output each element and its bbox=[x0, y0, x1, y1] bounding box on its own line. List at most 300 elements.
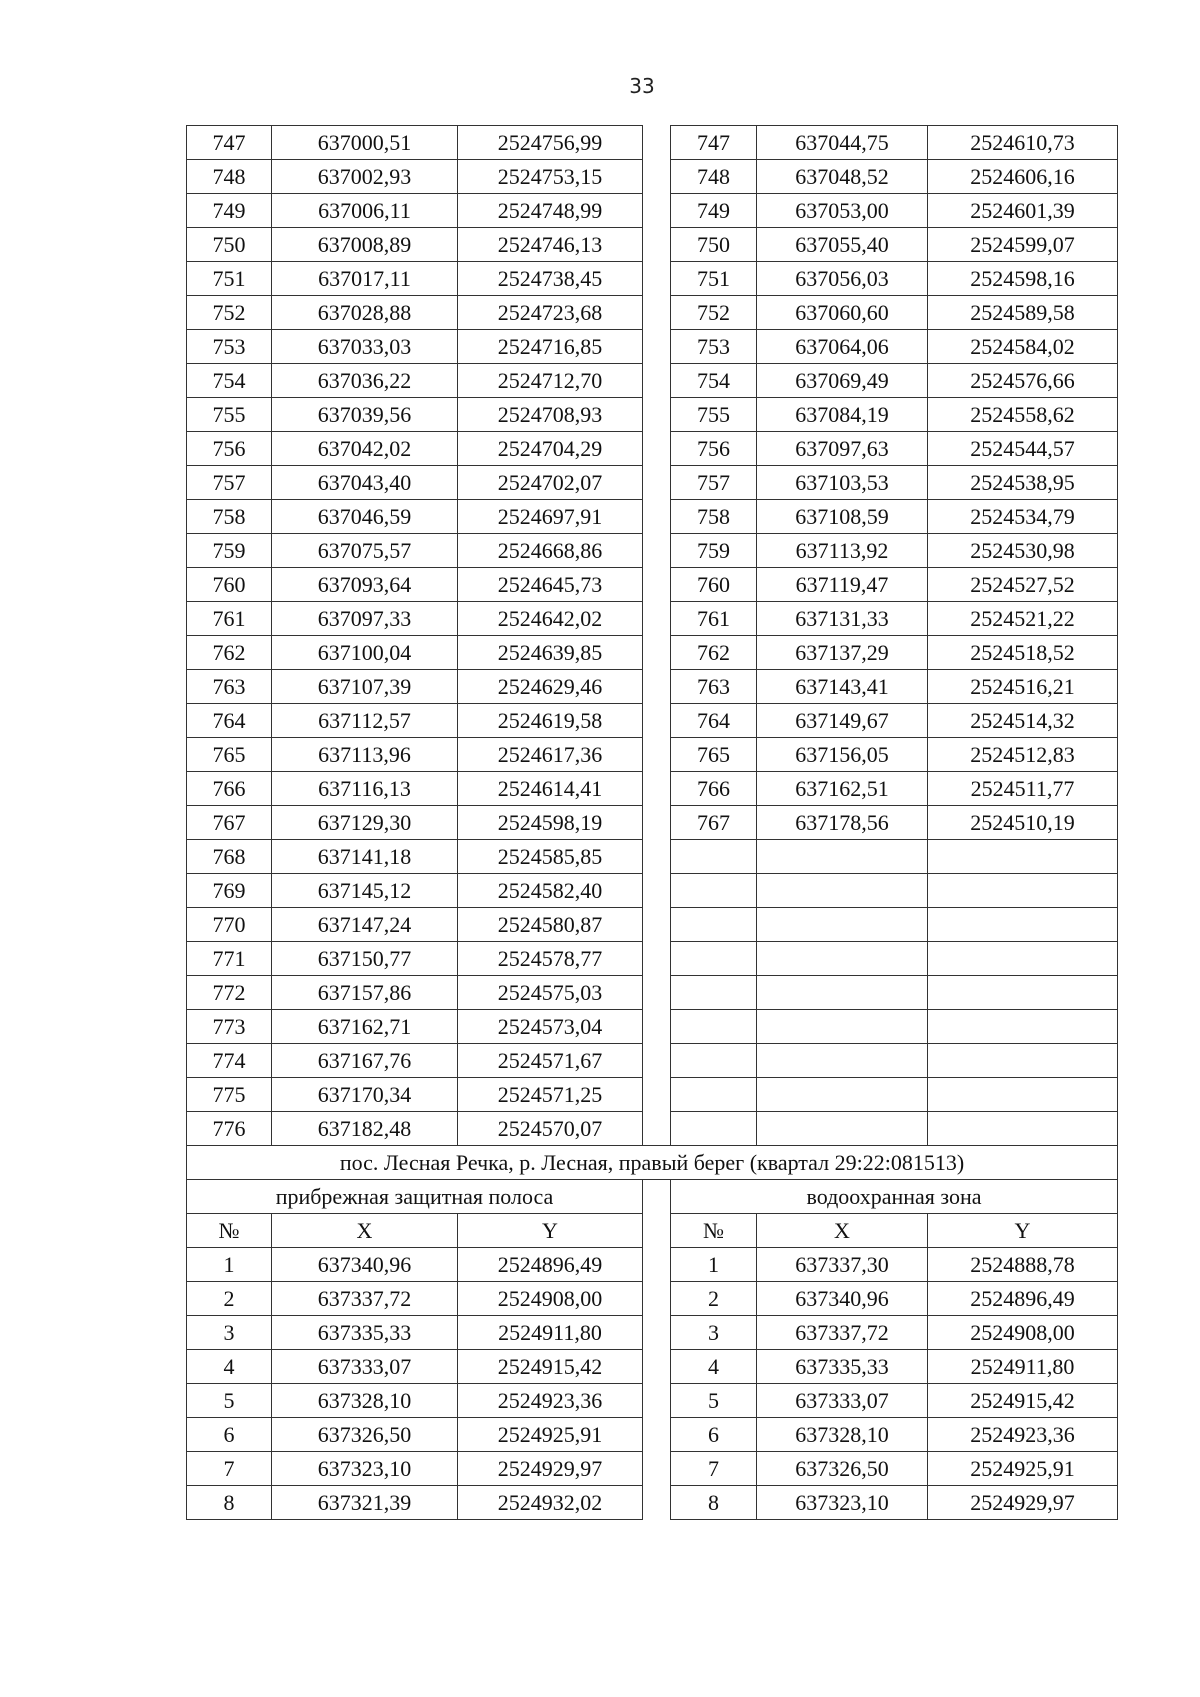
left-x-coordinate-cell: 637107,39 bbox=[272, 670, 458, 704]
column-gap bbox=[643, 840, 671, 874]
left-x-coordinate-cell: 637333,07 bbox=[272, 1350, 458, 1384]
right-point-number-cell: 2 bbox=[671, 1282, 757, 1316]
right-point-number-cell: 1 bbox=[671, 1248, 757, 1282]
right-x-coordinate-cell bbox=[757, 1044, 928, 1078]
table-row bbox=[187, 1452, 1118, 1486]
left-point-number-cell: 766 bbox=[187, 772, 272, 806]
column-gap bbox=[643, 1214, 671, 1248]
table-row bbox=[187, 1316, 1118, 1350]
left-point-number-cell: 768 bbox=[187, 840, 272, 874]
table-row bbox=[187, 466, 1118, 500]
right-x-coordinate-cell: 637335,33 bbox=[757, 1350, 928, 1384]
table-row bbox=[187, 1486, 1118, 1520]
table-row bbox=[187, 1384, 1118, 1418]
left-point-number-cell: 749 bbox=[187, 194, 272, 228]
right-y-header: Y bbox=[928, 1214, 1118, 1248]
right-y-coordinate-cell: 2524929,97 bbox=[928, 1486, 1118, 1520]
right-y-coordinate-cell: 2524908,00 bbox=[928, 1316, 1118, 1350]
left-point-number-cell: 754 bbox=[187, 364, 272, 398]
column-gap bbox=[643, 1384, 671, 1418]
column-gap bbox=[643, 432, 671, 466]
right-x-coordinate-cell: 637340,96 bbox=[757, 1282, 928, 1316]
right-y-coordinate-cell: 2524521,22 bbox=[928, 602, 1118, 636]
right-x-coordinate-cell: 637178,56 bbox=[757, 806, 928, 840]
left-point-number-cell: 755 bbox=[187, 398, 272, 432]
right-point-number-cell: 766 bbox=[671, 772, 757, 806]
left-point-number-cell: 4 bbox=[187, 1350, 272, 1384]
left-y-coordinate-cell: 2524716,85 bbox=[458, 330, 643, 364]
left-point-number-cell: 772 bbox=[187, 976, 272, 1010]
left-point-number-cell: 771 bbox=[187, 942, 272, 976]
right-x-coordinate-cell: 637056,03 bbox=[757, 262, 928, 296]
left-y-header: Y bbox=[458, 1214, 643, 1248]
right-point-number-cell bbox=[671, 908, 757, 942]
left-y-coordinate-cell: 2524911,80 bbox=[458, 1316, 643, 1350]
left-num-header: № bbox=[187, 1214, 272, 1248]
table-row bbox=[187, 534, 1118, 568]
left-y-coordinate-cell: 2524645,73 bbox=[458, 568, 643, 602]
right-x-coordinate-cell: 637084,19 bbox=[757, 398, 928, 432]
column-gap bbox=[643, 568, 671, 602]
right-y-coordinate-cell: 2524538,95 bbox=[928, 466, 1118, 500]
right-y-coordinate-cell: 2524888,78 bbox=[928, 1248, 1118, 1282]
left-x-coordinate-cell: 637033,03 bbox=[272, 330, 458, 364]
table-row bbox=[187, 500, 1118, 534]
right-x-coordinate-cell: 637162,51 bbox=[757, 772, 928, 806]
right-x-coordinate-cell bbox=[757, 942, 928, 976]
right-x-header: X bbox=[757, 1214, 928, 1248]
right-y-coordinate-cell: 2524576,66 bbox=[928, 364, 1118, 398]
left-x-coordinate-cell: 637170,34 bbox=[272, 1078, 458, 1112]
left-y-coordinate-cell: 2524585,85 bbox=[458, 840, 643, 874]
left-x-coordinate-cell: 637337,72 bbox=[272, 1282, 458, 1316]
right-x-coordinate-cell: 637328,10 bbox=[757, 1418, 928, 1452]
column-gap bbox=[643, 874, 671, 908]
column-gap bbox=[643, 1350, 671, 1384]
table-row bbox=[187, 262, 1118, 296]
left-x-coordinate-cell: 637157,86 bbox=[272, 976, 458, 1010]
left-x-coordinate-cell: 637093,64 bbox=[272, 568, 458, 602]
section-header bbox=[187, 1146, 1118, 1248]
left-y-coordinate-cell: 2524629,46 bbox=[458, 670, 643, 704]
coordinates-table bbox=[186, 125, 1118, 1520]
left-x-coordinate-cell: 637182,48 bbox=[272, 1112, 458, 1146]
left-y-coordinate-cell: 2524753,15 bbox=[458, 160, 643, 194]
column-gap bbox=[643, 942, 671, 976]
right-point-number-cell: 7 bbox=[671, 1452, 757, 1486]
table-row bbox=[187, 840, 1118, 874]
table-row bbox=[187, 398, 1118, 432]
right-y-coordinate-cell bbox=[928, 976, 1118, 1010]
right-y-coordinate-cell bbox=[928, 1078, 1118, 1112]
left-x-coordinate-cell: 637162,71 bbox=[272, 1010, 458, 1044]
left-x-coordinate-cell: 637113,96 bbox=[272, 738, 458, 772]
left-y-coordinate-cell: 2524697,91 bbox=[458, 500, 643, 534]
left-point-number-cell: 756 bbox=[187, 432, 272, 466]
right-y-coordinate-cell: 2524598,16 bbox=[928, 262, 1118, 296]
table-row bbox=[187, 126, 1118, 160]
left-point-number-cell: 2 bbox=[187, 1282, 272, 1316]
left-x-coordinate-cell: 637129,30 bbox=[272, 806, 458, 840]
right-num-header: № bbox=[671, 1214, 757, 1248]
column-gap bbox=[643, 704, 671, 738]
table-row bbox=[187, 160, 1118, 194]
right-y-coordinate-cell bbox=[928, 1112, 1118, 1146]
left-point-number-cell: 760 bbox=[187, 568, 272, 602]
column-gap bbox=[643, 1010, 671, 1044]
left-x-coordinate-cell: 637000,51 bbox=[272, 126, 458, 160]
left-point-number-cell: 765 bbox=[187, 738, 272, 772]
table-row bbox=[187, 942, 1118, 976]
right-y-coordinate-cell bbox=[928, 1044, 1118, 1078]
left-y-coordinate-cell: 2524748,99 bbox=[458, 194, 643, 228]
right-point-number-cell: 755 bbox=[671, 398, 757, 432]
table-row bbox=[187, 1044, 1118, 1078]
right-x-coordinate-cell: 637053,00 bbox=[757, 194, 928, 228]
right-y-coordinate-cell: 2524601,39 bbox=[928, 194, 1118, 228]
left-y-coordinate-cell: 2524573,04 bbox=[458, 1010, 643, 1044]
table-row bbox=[187, 772, 1118, 806]
column-gap bbox=[643, 160, 671, 194]
left-x-header: X bbox=[272, 1214, 458, 1248]
left-x-coordinate-cell: 637145,12 bbox=[272, 874, 458, 908]
right-x-coordinate-cell: 637149,67 bbox=[757, 704, 928, 738]
upper-rows bbox=[187, 126, 1118, 1146]
column-gap bbox=[643, 976, 671, 1010]
left-x-coordinate-cell: 637167,76 bbox=[272, 1044, 458, 1078]
right-x-coordinate-cell: 637069,49 bbox=[757, 364, 928, 398]
right-x-coordinate-cell: 637337,30 bbox=[757, 1248, 928, 1282]
left-point-number-cell: 761 bbox=[187, 602, 272, 636]
column-gap bbox=[643, 500, 671, 534]
left-y-coordinate-cell: 2524925,91 bbox=[458, 1418, 643, 1452]
column-gap bbox=[643, 194, 671, 228]
left-point-number-cell: 6 bbox=[187, 1418, 272, 1452]
left-y-coordinate-cell: 2524896,49 bbox=[458, 1248, 643, 1282]
left-y-coordinate-cell: 2524908,00 bbox=[458, 1282, 643, 1316]
left-x-coordinate-cell: 637006,11 bbox=[272, 194, 458, 228]
column-gap bbox=[643, 398, 671, 432]
right-x-coordinate-cell: 637048,52 bbox=[757, 160, 928, 194]
column-gap bbox=[643, 1316, 671, 1350]
left-x-coordinate-cell: 637323,10 bbox=[272, 1452, 458, 1486]
table-row bbox=[187, 670, 1118, 704]
right-point-number-cell: 760 bbox=[671, 568, 757, 602]
left-x-coordinate-cell: 637097,33 bbox=[272, 602, 458, 636]
right-y-coordinate-cell: 2524510,19 bbox=[928, 806, 1118, 840]
right-x-coordinate-cell: 637055,40 bbox=[757, 228, 928, 262]
right-point-number-cell: 4 bbox=[671, 1350, 757, 1384]
left-point-number-cell: 753 bbox=[187, 330, 272, 364]
left-x-coordinate-cell: 637147,24 bbox=[272, 908, 458, 942]
right-x-coordinate-cell bbox=[757, 1112, 928, 1146]
right-point-number-cell: 767 bbox=[671, 806, 757, 840]
left-point-number-cell: 751 bbox=[187, 262, 272, 296]
right-point-number-cell bbox=[671, 1010, 757, 1044]
left-y-coordinate-cell: 2524704,29 bbox=[458, 432, 643, 466]
table-row bbox=[187, 1282, 1118, 1316]
left-y-coordinate-cell: 2524668,86 bbox=[458, 534, 643, 568]
table-row bbox=[187, 194, 1118, 228]
right-point-number-cell: 753 bbox=[671, 330, 757, 364]
left-y-coordinate-cell: 2524619,58 bbox=[458, 704, 643, 738]
left-point-number-cell: 8 bbox=[187, 1486, 272, 1520]
left-y-coordinate-cell: 2524923,36 bbox=[458, 1384, 643, 1418]
left-x-coordinate-cell: 637002,93 bbox=[272, 160, 458, 194]
left-point-number-cell: 767 bbox=[187, 806, 272, 840]
right-point-number-cell bbox=[671, 840, 757, 874]
left-point-number-cell: 757 bbox=[187, 466, 272, 500]
left-y-coordinate-cell: 2524614,41 bbox=[458, 772, 643, 806]
column-gap bbox=[643, 296, 671, 330]
column-gap bbox=[643, 262, 671, 296]
left-y-coordinate-cell: 2524746,13 bbox=[458, 228, 643, 262]
table-row bbox=[187, 330, 1118, 364]
column-gap bbox=[643, 1112, 671, 1146]
table-row bbox=[187, 806, 1118, 840]
left-x-coordinate-cell: 637150,77 bbox=[272, 942, 458, 976]
table-row bbox=[187, 364, 1118, 398]
column-gap bbox=[643, 1044, 671, 1078]
right-y-coordinate-cell: 2524516,21 bbox=[928, 670, 1118, 704]
lower-rows bbox=[187, 1248, 1118, 1520]
left-point-number-cell: 770 bbox=[187, 908, 272, 942]
left-y-coordinate-cell: 2524712,70 bbox=[458, 364, 643, 398]
table-row bbox=[187, 296, 1118, 330]
left-x-coordinate-cell: 637028,88 bbox=[272, 296, 458, 330]
table-row bbox=[187, 738, 1118, 772]
right-y-coordinate-cell bbox=[928, 908, 1118, 942]
left-x-coordinate-cell: 637326,50 bbox=[272, 1418, 458, 1452]
left-y-coordinate-cell: 2524639,85 bbox=[458, 636, 643, 670]
right-point-number-cell: 8 bbox=[671, 1486, 757, 1520]
right-y-coordinate-cell: 2524527,52 bbox=[928, 568, 1118, 602]
left-point-number-cell: 758 bbox=[187, 500, 272, 534]
right-y-coordinate-cell: 2524512,83 bbox=[928, 738, 1118, 772]
right-y-coordinate-cell: 2524925,91 bbox=[928, 1452, 1118, 1486]
left-point-number-cell: 776 bbox=[187, 1112, 272, 1146]
right-point-number-cell: 3 bbox=[671, 1316, 757, 1350]
left-y-coordinate-cell: 2524723,68 bbox=[458, 296, 643, 330]
right-x-coordinate-cell: 637156,05 bbox=[757, 738, 928, 772]
right-point-number-cell: 762 bbox=[671, 636, 757, 670]
left-y-coordinate-cell: 2524578,77 bbox=[458, 942, 643, 976]
table-row bbox=[187, 976, 1118, 1010]
column-gap bbox=[643, 466, 671, 500]
left-x-coordinate-cell: 637328,10 bbox=[272, 1384, 458, 1418]
right-y-coordinate-cell: 2524896,49 bbox=[928, 1282, 1118, 1316]
left-y-coordinate-cell: 2524617,36 bbox=[458, 738, 643, 772]
right-y-coordinate-cell: 2524584,02 bbox=[928, 330, 1118, 364]
right-point-number-cell bbox=[671, 1044, 757, 1078]
table-row bbox=[187, 1078, 1118, 1112]
section-title: пос. Лесная Речка, р. Лесная, правый берег (квартал 29:22:081513) bbox=[187, 1146, 1118, 1180]
right-point-number-cell bbox=[671, 942, 757, 976]
column-gap bbox=[643, 1078, 671, 1112]
right-x-coordinate-cell: 637131,33 bbox=[757, 602, 928, 636]
column-gap bbox=[643, 636, 671, 670]
left-point-number-cell: 748 bbox=[187, 160, 272, 194]
left-y-coordinate-cell: 2524932,02 bbox=[458, 1486, 643, 1520]
left-y-coordinate-cell: 2524708,93 bbox=[458, 398, 643, 432]
left-y-coordinate-cell: 2524915,42 bbox=[458, 1350, 643, 1384]
left-zone-header: прибрежная защитная полоса bbox=[187, 1180, 643, 1214]
column-gap bbox=[643, 1180, 671, 1214]
left-point-number-cell: 759 bbox=[187, 534, 272, 568]
column-gap bbox=[643, 1418, 671, 1452]
column-gap bbox=[643, 126, 671, 160]
column-gap bbox=[643, 1452, 671, 1486]
left-y-coordinate-cell: 2524580,87 bbox=[458, 908, 643, 942]
right-zone-header: водоохранная зона bbox=[671, 1180, 1118, 1214]
left-x-coordinate-cell: 637075,57 bbox=[272, 534, 458, 568]
left-x-coordinate-cell: 637141,18 bbox=[272, 840, 458, 874]
right-point-number-cell: 748 bbox=[671, 160, 757, 194]
left-y-coordinate-cell: 2524570,07 bbox=[458, 1112, 643, 1146]
right-point-number-cell: 751 bbox=[671, 262, 757, 296]
right-point-number-cell: 759 bbox=[671, 534, 757, 568]
left-y-coordinate-cell: 2524642,02 bbox=[458, 602, 643, 636]
column-gap bbox=[643, 330, 671, 364]
table-row bbox=[187, 636, 1118, 670]
left-x-coordinate-cell: 637340,96 bbox=[272, 1248, 458, 1282]
left-point-number-cell: 769 bbox=[187, 874, 272, 908]
right-x-coordinate-cell bbox=[757, 1010, 928, 1044]
right-x-coordinate-cell bbox=[757, 1078, 928, 1112]
right-x-coordinate-cell: 637108,59 bbox=[757, 500, 928, 534]
column-gap bbox=[643, 1486, 671, 1520]
table-row bbox=[187, 602, 1118, 636]
column-gap bbox=[643, 670, 671, 704]
right-y-coordinate-cell bbox=[928, 942, 1118, 976]
right-y-coordinate-cell: 2524511,77 bbox=[928, 772, 1118, 806]
right-y-coordinate-cell: 2524530,98 bbox=[928, 534, 1118, 568]
right-y-coordinate-cell: 2524589,58 bbox=[928, 296, 1118, 330]
right-y-coordinate-cell: 2524606,16 bbox=[928, 160, 1118, 194]
right-point-number-cell: 6 bbox=[671, 1418, 757, 1452]
right-point-number-cell bbox=[671, 1112, 757, 1146]
right-y-coordinate-cell bbox=[928, 840, 1118, 874]
right-x-coordinate-cell bbox=[757, 874, 928, 908]
column-gap bbox=[643, 738, 671, 772]
left-x-coordinate-cell: 637008,89 bbox=[272, 228, 458, 262]
right-x-coordinate-cell: 637337,72 bbox=[757, 1316, 928, 1350]
right-x-coordinate-cell: 637060,60 bbox=[757, 296, 928, 330]
table-row bbox=[187, 1248, 1118, 1282]
right-point-number-cell: 764 bbox=[671, 704, 757, 738]
right-point-number-cell: 752 bbox=[671, 296, 757, 330]
left-x-coordinate-cell: 637335,33 bbox=[272, 1316, 458, 1350]
left-x-coordinate-cell: 637039,56 bbox=[272, 398, 458, 432]
right-y-coordinate-cell: 2524923,36 bbox=[928, 1418, 1118, 1452]
right-point-number-cell bbox=[671, 976, 757, 1010]
right-x-coordinate-cell bbox=[757, 908, 928, 942]
left-point-number-cell: 763 bbox=[187, 670, 272, 704]
left-point-number-cell: 764 bbox=[187, 704, 272, 738]
left-x-coordinate-cell: 637116,13 bbox=[272, 772, 458, 806]
right-point-number-cell: 754 bbox=[671, 364, 757, 398]
left-point-number-cell: 747 bbox=[187, 126, 272, 160]
table-row bbox=[187, 1418, 1118, 1452]
right-y-coordinate-cell: 2524534,79 bbox=[928, 500, 1118, 534]
right-x-coordinate-cell: 637113,92 bbox=[757, 534, 928, 568]
column-gap bbox=[643, 228, 671, 262]
right-x-coordinate-cell: 637323,10 bbox=[757, 1486, 928, 1520]
right-x-coordinate-cell: 637044,75 bbox=[757, 126, 928, 160]
right-y-coordinate-cell: 2524518,52 bbox=[928, 636, 1118, 670]
right-point-number-cell: 749 bbox=[671, 194, 757, 228]
table-row bbox=[187, 432, 1118, 466]
left-y-coordinate-cell: 2524571,67 bbox=[458, 1044, 643, 1078]
table-row bbox=[187, 228, 1118, 262]
left-x-coordinate-cell: 637100,04 bbox=[272, 636, 458, 670]
right-x-coordinate-cell: 637097,63 bbox=[757, 432, 928, 466]
right-x-coordinate-cell: 637137,29 bbox=[757, 636, 928, 670]
column-gap bbox=[643, 772, 671, 806]
left-point-number-cell: 775 bbox=[187, 1078, 272, 1112]
right-point-number-cell bbox=[671, 1078, 757, 1112]
left-y-coordinate-cell: 2524702,07 bbox=[458, 466, 643, 500]
table-row bbox=[187, 874, 1118, 908]
right-point-number-cell: 747 bbox=[671, 126, 757, 160]
left-y-coordinate-cell: 2524575,03 bbox=[458, 976, 643, 1010]
column-gap bbox=[643, 806, 671, 840]
right-x-coordinate-cell: 637103,53 bbox=[757, 466, 928, 500]
right-x-coordinate-cell: 637119,47 bbox=[757, 568, 928, 602]
left-x-coordinate-cell: 637321,39 bbox=[272, 1486, 458, 1520]
table-row bbox=[187, 1010, 1118, 1044]
left-y-coordinate-cell: 2524582,40 bbox=[458, 874, 643, 908]
left-point-number-cell: 750 bbox=[187, 228, 272, 262]
left-y-coordinate-cell: 2524756,99 bbox=[458, 126, 643, 160]
left-point-number-cell: 752 bbox=[187, 296, 272, 330]
left-x-coordinate-cell: 637017,11 bbox=[272, 262, 458, 296]
column-gap bbox=[643, 602, 671, 636]
right-y-coordinate-cell: 2524514,32 bbox=[928, 704, 1118, 738]
right-y-coordinate-cell: 2524911,80 bbox=[928, 1350, 1118, 1384]
left-point-number-cell: 773 bbox=[187, 1010, 272, 1044]
column-gap bbox=[643, 908, 671, 942]
right-point-number-cell: 761 bbox=[671, 602, 757, 636]
right-point-number-cell: 750 bbox=[671, 228, 757, 262]
right-point-number-cell: 765 bbox=[671, 738, 757, 772]
left-y-coordinate-cell: 2524738,45 bbox=[458, 262, 643, 296]
left-point-number-cell: 5 bbox=[187, 1384, 272, 1418]
table-row bbox=[187, 704, 1118, 738]
table-row bbox=[187, 908, 1118, 942]
table-row bbox=[187, 1112, 1118, 1146]
right-x-coordinate-cell bbox=[757, 840, 928, 874]
right-point-number-cell: 756 bbox=[671, 432, 757, 466]
left-point-number-cell: 1 bbox=[187, 1248, 272, 1282]
left-x-coordinate-cell: 637112,57 bbox=[272, 704, 458, 738]
left-y-coordinate-cell: 2524571,25 bbox=[458, 1078, 643, 1112]
column-gap bbox=[643, 1248, 671, 1282]
left-point-number-cell: 774 bbox=[187, 1044, 272, 1078]
table-row bbox=[187, 568, 1118, 602]
right-point-number-cell: 758 bbox=[671, 500, 757, 534]
right-point-number-cell: 5 bbox=[671, 1384, 757, 1418]
left-y-coordinate-cell: 2524929,97 bbox=[458, 1452, 643, 1486]
left-point-number-cell: 3 bbox=[187, 1316, 272, 1350]
left-y-coordinate-cell: 2524598,19 bbox=[458, 806, 643, 840]
right-y-coordinate-cell: 2524544,57 bbox=[928, 432, 1118, 466]
left-point-number-cell: 762 bbox=[187, 636, 272, 670]
right-y-coordinate-cell bbox=[928, 874, 1118, 908]
right-point-number-cell bbox=[671, 874, 757, 908]
table-row bbox=[187, 1350, 1118, 1384]
right-x-coordinate-cell bbox=[757, 976, 928, 1010]
